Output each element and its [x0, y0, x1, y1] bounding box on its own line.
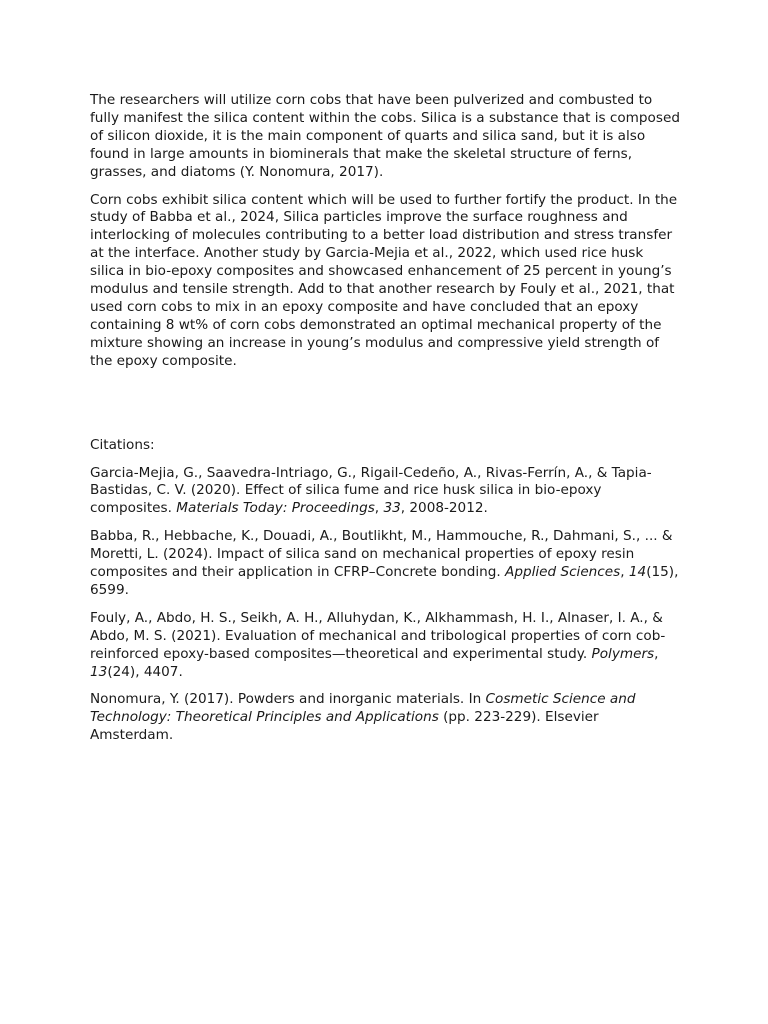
body-paragraph: Corn cobs exhibit silica content which will be used to further fortify the product. In the study of Babba et al., 2024, Silica particles improve the surface roughness and interlocking of molecules contributing to a better load distribution and stress transfer at the interface. Another study by Garcia-Mejia et al., 2022, which used rice husk silica in bio-epoxy composites and showcased enhancement of 25 percent in young’s modulus and tensile strength. Add to that another research by Fouly et al., 2021, that used corn cobs to mix in an epoxy composite and have concluded that an epoxy containing 8 wt% of corn cobs demonstrated an optimal mechanical property of the mixture showing an increase in young’s modulus and compressive yield strength of the epoxy composite.: [90, 191, 678, 369]
citation-entry: [90, 465, 680, 519]
citation-separator: ,: [654, 645, 659, 662]
citation-pages: , 2008-2012.: [400, 500, 488, 517]
citation-entry: [90, 691, 680, 745]
citation-book-title: Cosmetic Science and Technology: Theoretical Principles and Applications: [90, 691, 636, 726]
body-paragraph: The researchers will utilize corn cobs that have been pulverized and combusted to fully manifest the silica content within the cobs. Silica is a substance that is composed of silicon dioxide, it is the main component of quarts and silica sand, but it is also found in large amounts in biominerals that make the skeletal structure of ferns, grasses, and diatoms (Y. Nonomura, 2017).: [90, 92, 680, 180]
citation-entry: [90, 610, 680, 682]
citation-volume: 33: [383, 500, 401, 517]
citation-volume: 13: [90, 663, 108, 680]
citation-journal: Materials Today: Proceedings: [176, 500, 375, 517]
citation-pages: (pp. 223-229). Elsevier Amsterdam.: [90, 709, 599, 744]
citation-separator: ,: [620, 564, 629, 581]
citation-pages: (15), 6599.: [90, 564, 679, 598]
citation-separator: ,: [374, 500, 384, 517]
citations-heading: Citations:: [90, 436, 155, 453]
citation-text: Garcia-Mejia, G., Saavedra-Intriago, G., Rigail-Cedeño, A., Rivas-Ferrín, A., & Tapia-Bastidas, C. V. (2020). Effect of silica fume and rice husk silica in bio-epoxy composites.: [90, 464, 652, 517]
citation-volume: 14: [628, 564, 647, 581]
document-page: [90, 92, 680, 755]
citation-text: Babba, R., Hebbache, K., Douadi, A., Boutlikht, M., Hammouche, R., Dahmani, S., ... & Moretti, L. (2024). Impact of silica sand on mechanical properties of epoxy resin composites and their application in CFRP–Concrete bonding.: [90, 528, 673, 581]
citation-text: Nonomura, Y. (2017). Powders and inorganic materials. In: [90, 691, 486, 708]
citation-text: Fouly, A., Abdo, H. S., Seikh, A. H., Alluhydan, K., Alkhammash, H. I., Alnaser, I. A., & Abdo, M. S. (2021). Evaluation of mechanical and tribological properties of corn cob-reinforced epoxy-based composites—theoretical and experimental study.: [90, 609, 666, 662]
citation-entry: [90, 528, 680, 600]
citation-journal: Polymers: [591, 645, 655, 662]
blank-space: [90, 381, 680, 437]
citation-journal: Applied Sciences: [505, 564, 621, 581]
citation-pages: (24), 4407.: [107, 663, 183, 680]
